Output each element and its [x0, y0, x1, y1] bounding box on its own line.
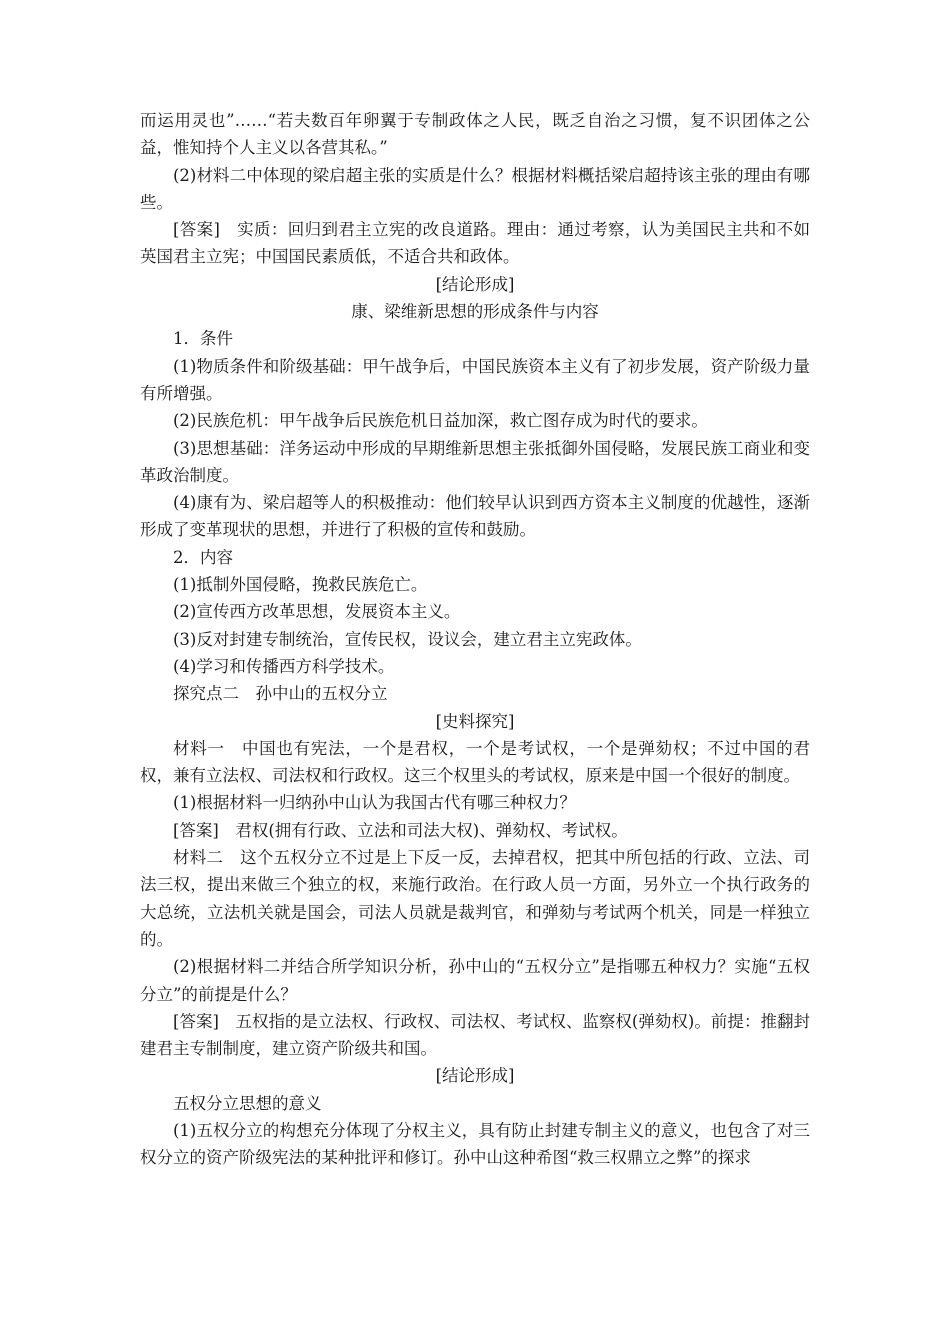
exploration-point-heading: 探究点二 孙中山的五权分立: [173, 684, 388, 704]
paragraph-continuation: 而运用灵也”……“若夫数百年卵翼于专制政体之人民，既乏自治之习惯，复不识团体之公益，惟知持个人主义以各营其私。”: [140, 111, 810, 158]
condition-1: (1)物质条件和阶级基础：甲午战争后，中国民族资本主义有了初步发展，资产阶级力量有所增强。: [140, 356, 810, 403]
content-2: (2)宣传西方改革思想，发展资本主义。: [173, 602, 461, 622]
content-1: (1)抵制外国侵略，挽救民族危亡。: [173, 575, 428, 595]
answer-1: [答案] 君权(拥有行政、立法和司法大权)、弹劾权、考试权。: [173, 820, 628, 840]
section-title: 康、梁维新思想的形成条件与内容: [351, 302, 599, 322]
material-1: 材料一 中国也有宪法，一个是君权，一个是考试权，一个是弹劾权；不过中国的君权，兼有立法权、司法权和行政权。这三个权里头的考试权，原来是中国一个很好的制度。: [140, 738, 810, 786]
content-4: (4)学习和传播西方科学技术。: [173, 656, 395, 676]
answer-2: [答案] 实质：回归到君主立宪的改良道路。理由：通过考察，认为美国民主共和不如英国君主立宪；中国国民素质低，不适合共和政体。: [140, 220, 810, 267]
condition-4: (4)康有为、梁启超等人的积极推动：他们较早认识到西方资本主义制度的优越性，逐渐形成了变革现状的思想，并进行了积极的宣传和鼓励。: [140, 493, 810, 540]
section-heading-sources: [史料探究]: [435, 711, 515, 731]
section-heading-conclusion-2: [结论形成]: [435, 1066, 515, 1086]
section-heading-conclusion: [结论形成]: [435, 274, 515, 294]
content-3: (3)反对封建专制统治，宣传民权，设议会，建立君主立宪政体。: [173, 629, 642, 649]
condition-2: (2)民族危机：甲午战争后民族危机日益加深，救亡图存成为时代的要求。: [173, 411, 708, 431]
subheading-significance: 五权分立思想的意义: [173, 1093, 322, 1113]
question-2b: (2)根据材料二并结合所学知识分析，孙中山的“五权分立”是指哪五种权力？实施“五权分立”的前提是什么？: [140, 957, 810, 1004]
answer-2b: [答案] 五权指的是立法权、行政权、司法权、考试权、监察权(弹劾权)。前提：推翻封建君主专制制度，建立资产阶级共和国。: [140, 1011, 810, 1059]
question-1: (1)根据材料一归纳孙中山认为我国古代有哪三种权力？: [173, 793, 576, 813]
material-2: 材料二 这个五权分立不过是上下反一反，去掉君权，把其中所包括的行政、立法、司法三权，提出来做三个独立的权，来施行政治。在行政人员一方面，另外立一个执行政务的大总统，立法机关就是国会，司法人员就是裁判官，和弹劾与考试两个机关，同是一样独立的。: [140, 848, 810, 949]
subheading-content: 2．内容: [173, 547, 233, 567]
question-2: (2)材料二中体现的梁启超主张的实质是什么？根据材料概括梁启超持该主张的理由有哪些。: [140, 165, 810, 212]
condition-3: (3)思想基础：洋务运动中形成的早期维新思想主张抵御外国侵略，发展民族工商业和变革政治制度。: [140, 438, 810, 485]
significance-1: (1)五权分立的构想充分体现了分权主义，具有防止封建专制主义的意义，也包含了对三权分立的资产阶级宪法的某种批评和修订。孙中山这种希图“救三权鼎立之弊”的探求: [140, 1120, 810, 1168]
subheading-conditions: 1．条件: [173, 329, 233, 349]
